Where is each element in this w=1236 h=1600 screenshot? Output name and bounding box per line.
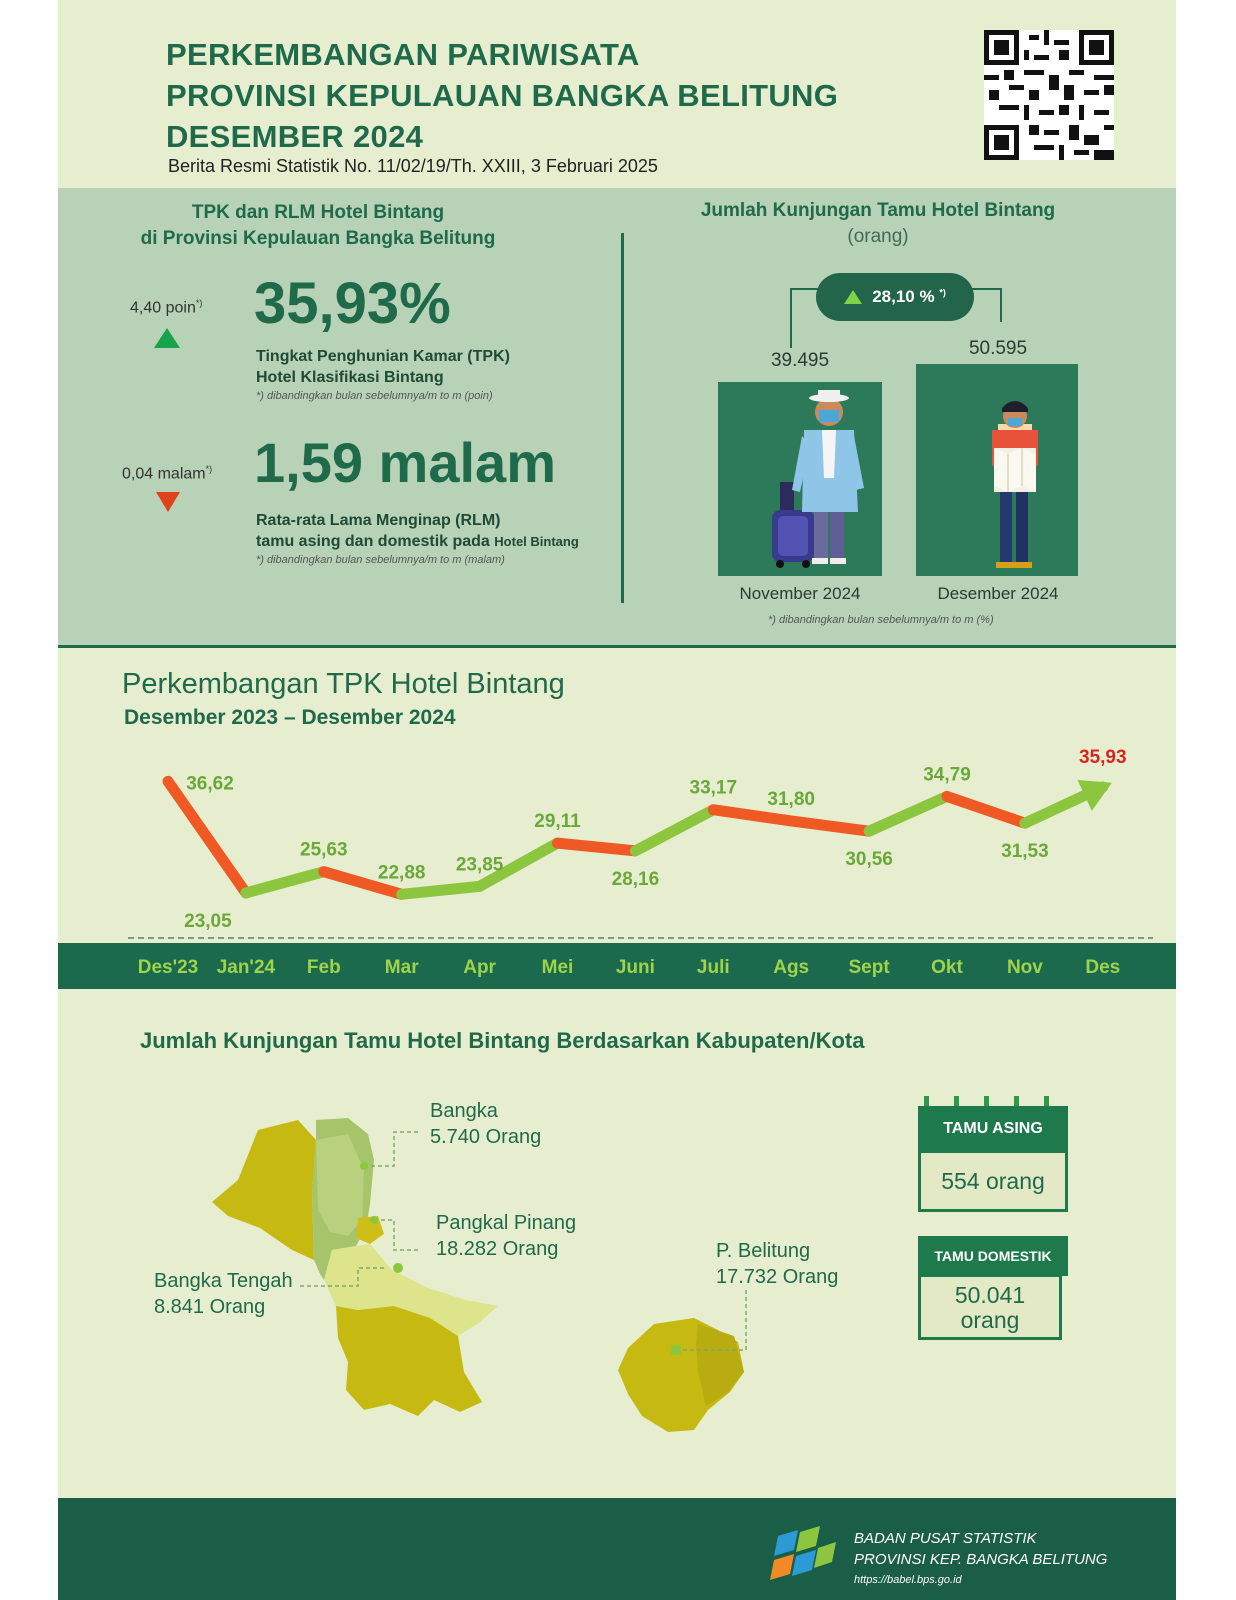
tpk-rlm-heading xyxy=(118,200,518,252)
dec-card xyxy=(916,364,1078,576)
chart-value-label-9: 30,56 xyxy=(845,849,893,871)
section-divider xyxy=(621,233,624,603)
footer-org xyxy=(854,1528,1107,1591)
visits-unit: (orang) xyxy=(847,226,909,247)
chart-segment-6 xyxy=(635,810,713,851)
chart-category-label-8: Ags xyxy=(773,957,810,978)
rlm-description xyxy=(256,510,579,552)
chart-value-label-3: 22,88 xyxy=(377,862,426,884)
visits-growth-mark: *) xyxy=(939,287,946,298)
tpk-value: 35,93% xyxy=(254,271,451,336)
infographic-page xyxy=(58,0,1176,1600)
domestic-guests-unit: orang xyxy=(960,1307,1020,1333)
tpk-label-2: Hotel Klasifikasi Bintang xyxy=(256,369,444,386)
chart-value-label-11: 31,53 xyxy=(1001,841,1049,863)
domestic-guests-value xyxy=(918,1274,1062,1340)
domestic-guests-label: TAMU DOMESTIK xyxy=(918,1236,1068,1276)
region-label-belitung xyxy=(716,1238,838,1290)
chart-category-label-10: Okt xyxy=(931,957,963,978)
region-label-pangkal-pinang xyxy=(436,1210,576,1262)
page-title xyxy=(166,34,926,157)
tpk-change-value: 4,40 poin xyxy=(130,299,196,317)
title-line-2: PROVINSI KEPULAUAN BANGKA BELITUNG xyxy=(166,78,839,113)
region-label-bangka xyxy=(430,1098,541,1150)
tpk-rlm-heading-line-1: TPK dan RLM Hotel Bintang xyxy=(191,202,445,223)
chart-segment-0 xyxy=(168,781,246,893)
chart-category-label-4: Apr xyxy=(463,957,496,978)
rlm-change xyxy=(122,464,212,483)
qr-code-icon[interactable] xyxy=(984,30,1114,160)
rlm-note: *) dibandingkan bulan sebelumnya/m to m (malam) xyxy=(256,554,505,566)
bangka-tengah-name: Bangka Tengah xyxy=(154,1270,293,1292)
chart-value-label-1: 23,05 xyxy=(184,910,232,932)
dec-visits-value: 50.595 xyxy=(968,338,1028,359)
chart-category-label-2: Feb xyxy=(306,957,341,978)
chart-segment-3 xyxy=(402,886,480,894)
region-bangka-barat xyxy=(212,1120,316,1260)
visits-growth-value: 28,10 % xyxy=(872,287,935,306)
foreign-guests-value: 554 orang xyxy=(918,1150,1068,1212)
chart-category-label-12: Des xyxy=(1085,957,1121,978)
dec-label: Desember 2024 xyxy=(937,584,1059,603)
bps-logo-icon[interactable] xyxy=(770,1526,836,1588)
footer-url[interactable]: https://babel.bps.go.id xyxy=(854,1574,962,1586)
footer-org-2: PROVINSI KEP. BANGKA BELITUNG xyxy=(854,1551,1108,1568)
region-pangkal-pinang xyxy=(356,1216,384,1244)
rlm-label-1: Rata-rata Lama Menginap (RLM) xyxy=(256,512,501,529)
visits-note: *) dibandingkan bulan sebelumnya/m to m (%) xyxy=(768,614,994,626)
visits-growth-text xyxy=(872,287,946,307)
rlm-label-2b: Hotel Bintang xyxy=(494,534,579,549)
page-subtitle: Berita Resmi Statistik No. 11/02/19/Th. XXIII, 3 Februari 2025 xyxy=(168,156,658,176)
chart-category-label-1: Jan'24 xyxy=(216,957,276,978)
pangkal-pinang-value: 18.282 Orang xyxy=(436,1238,559,1260)
chart-value-label-5: 29,11 xyxy=(534,811,581,833)
region-label-bangka-tengah xyxy=(154,1268,293,1320)
chart-segment-8 xyxy=(791,821,869,831)
rlm-change-mark: *) xyxy=(205,464,213,474)
map-title: Jumlah Kunjungan Tamu Hotel Bintang Berdasarkan Kabupaten/Kota xyxy=(140,1028,865,1053)
arrow-down-icon xyxy=(156,492,180,512)
chart-segment-1 xyxy=(246,872,324,893)
summary-section xyxy=(58,188,1176,648)
chart-category-label-6: Juni xyxy=(615,957,655,978)
rlm-change-value: 0,04 malam xyxy=(122,465,206,483)
traveler-suitcase-icon xyxy=(718,382,882,576)
chart-category-label-9: Sept xyxy=(848,957,890,978)
belitung-value: 17.732 Orang xyxy=(716,1266,839,1288)
tpk-note: *) dibandingkan bulan sebelumnya/m to m (poin) xyxy=(256,390,493,402)
chart-category-label-5: Mei xyxy=(541,957,574,978)
chart-value-label-12: 35,93 xyxy=(1079,747,1127,769)
section-bottom-line xyxy=(58,645,1176,648)
tpk-change xyxy=(130,298,202,317)
chart-value-label-2: 25,63 xyxy=(300,839,348,861)
tpk-rlm-heading-line-2: di Provinsi Kepulauan Bangka Belitung xyxy=(140,228,496,249)
title-line-3: DESEMBER 2024 xyxy=(166,119,424,154)
chart-value-label-0: 36,62 xyxy=(186,773,234,795)
domestic-guests-number: 50.041 xyxy=(954,1282,1026,1308)
chart-value-label-6: 28,16 xyxy=(611,868,660,890)
pangkal-pinang-name: Pangkal Pinang xyxy=(436,1212,577,1234)
bangka-value: 5.740 Orang xyxy=(430,1126,542,1148)
visits-growth-badge xyxy=(816,273,974,321)
nov-label: November 2024 xyxy=(739,584,861,603)
chart-category-label-11: Nov xyxy=(1006,957,1043,978)
chart-value-label-7: 33,17 xyxy=(689,777,738,799)
tpk-line-chart xyxy=(58,740,1176,950)
nov-card xyxy=(718,382,882,576)
chart-value-label-10: 34,79 xyxy=(923,764,971,786)
tpk-label-1: Tingkat Penghunian Kamar (TPK) xyxy=(256,348,510,365)
footer-org-1: BADAN PUSAT STATISTIK xyxy=(854,1530,1037,1547)
chart-subtitle: Desember 2023 – Desember 2024 xyxy=(124,706,456,729)
rlm-label-2-line xyxy=(256,531,579,552)
chart-segment-7 xyxy=(713,810,791,821)
chart-axis-labels xyxy=(58,943,1176,989)
title-line-1: PERKEMBANGAN PARIWISATA xyxy=(166,37,640,72)
region-map xyxy=(198,1110,938,1490)
tpk-change-mark: *) xyxy=(195,298,203,308)
region-belitung-timur xyxy=(696,1324,744,1406)
nov-visits-value: 39.495 xyxy=(770,350,830,371)
belitung-name: P. Belitung xyxy=(716,1240,811,1262)
chart-segment-5 xyxy=(558,843,636,851)
chart-value-label-4: 23,85 xyxy=(455,854,504,876)
bangka-name: Bangka xyxy=(430,1100,498,1122)
chart-category-label-0: Des'23 xyxy=(137,957,199,978)
foreign-guests-label: TAMU ASING xyxy=(918,1106,1068,1152)
traveler-map-icon xyxy=(916,364,1078,576)
bangka-tengah-value: 8.841 Orang xyxy=(154,1296,266,1318)
chart-category-label-7: Juli xyxy=(696,957,730,978)
bracket-right xyxy=(970,288,1002,322)
rlm-value: 1,59 malam xyxy=(254,431,556,494)
tpk-description xyxy=(256,346,510,388)
rlm-label-2: tamu asing dan domestik pada xyxy=(256,533,490,550)
chart-segment-9 xyxy=(869,796,947,831)
visits-heading: Jumlah Kunjungan Tamu Hotel Bintang xyxy=(700,200,1056,221)
chart-category-label-3: Mar xyxy=(384,957,419,978)
arrow-up-icon xyxy=(154,328,180,348)
arrow-up-icon xyxy=(844,290,862,304)
chart-value-label-8: 31,80 xyxy=(767,788,815,810)
chart-title: Perkembangan TPK Hotel Bintang xyxy=(122,668,565,700)
chart-segment-10 xyxy=(947,796,1025,823)
